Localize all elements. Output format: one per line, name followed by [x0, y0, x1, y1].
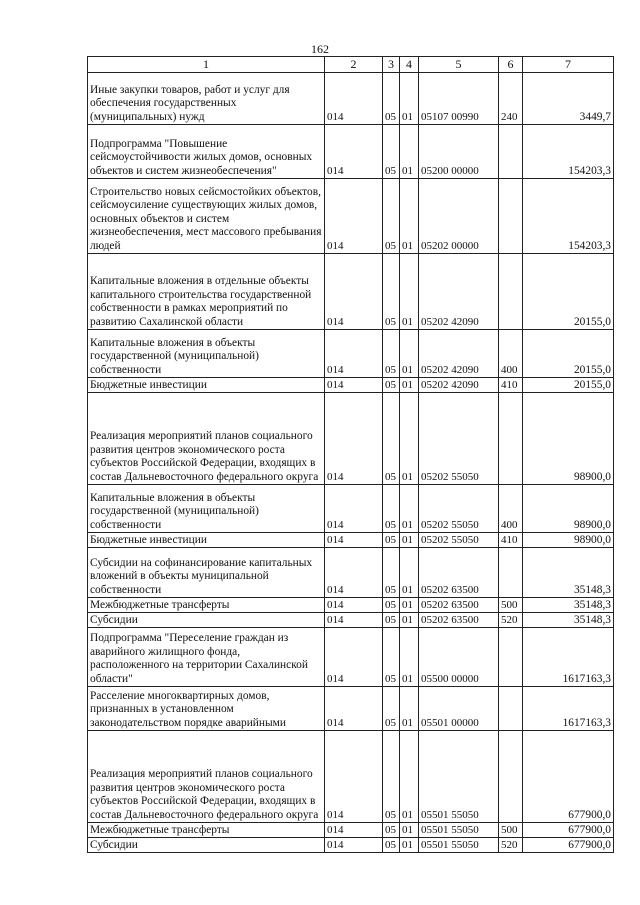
row-amount-cell: 3449,7	[523, 73, 614, 125]
row-name-cell: Субсидии	[88, 613, 325, 628]
row-subsection-cell: 01	[400, 330, 419, 378]
column-header: 4	[400, 57, 419, 73]
row-subsection-cell: 01	[400, 393, 419, 485]
row-expense-type-cell	[499, 254, 523, 330]
row-section-cell: 05	[383, 628, 400, 687]
table-body	[88, 73, 614, 853]
row-amount-cell: 677900,0	[523, 823, 614, 838]
row-expense-type-cell	[499, 687, 523, 731]
table-row	[88, 125, 614, 179]
row-code-cell: 014	[325, 330, 383, 378]
row-target-cell: 05501 00000	[419, 687, 499, 731]
row-expense-type-cell	[499, 731, 523, 823]
row-amount-cell: 1617163,3	[523, 628, 614, 687]
row-section-cell: 05	[383, 731, 400, 823]
row-expense-type-cell	[499, 628, 523, 687]
row-amount-cell: 35148,3	[523, 548, 614, 598]
row-subsection-cell: 01	[400, 687, 419, 731]
row-name-cell: Капитальные вложения в объекты государственной (муниципальной) собственности	[88, 485, 325, 533]
row-code-cell: 014	[325, 254, 383, 330]
row-amount-cell: 1617163,3	[523, 687, 614, 731]
row-subsection-cell: 01	[400, 254, 419, 330]
row-name-cell: Капитальные вложения в отдельные объекты капитального строительства государственной собственности в рамках мероприятий по развитию Сахалинской области	[88, 254, 325, 330]
row-section-cell: 05	[383, 330, 400, 378]
row-name-cell: Подпрограмма "Повышение сейсмоустойчивости жилых домов, основных объектов и систем жизнеобеспечения"	[88, 125, 325, 179]
row-code-cell: 014	[325, 628, 383, 687]
row-section-cell: 05	[383, 613, 400, 628]
table-row	[88, 378, 614, 393]
row-section-cell: 05	[383, 533, 400, 548]
row-target-cell: 05501 55050	[419, 823, 499, 838]
row-amount-cell: 35148,3	[523, 598, 614, 613]
row-code-cell: 014	[325, 823, 383, 838]
row-amount-cell: 20155,0	[523, 378, 614, 393]
column-header: 7	[523, 57, 614, 73]
row-expense-type-cell: 520	[499, 838, 523, 853]
row-target-cell: 05202 63500	[419, 613, 499, 628]
row-subsection-cell: 01	[400, 125, 419, 179]
row-target-cell: 05202 42090	[419, 254, 499, 330]
row-name-cell: Реализация мероприятий планов социального развития центров экономического роста субъектов Российской Федерации, входящих в состав Дальневосточного федерального округа	[88, 731, 325, 823]
row-name-cell: Бюджетные инвестиции	[88, 378, 325, 393]
row-expense-type-cell	[499, 548, 523, 598]
row-amount-cell: 154203,3	[523, 179, 614, 254]
page-number: 162	[311, 42, 329, 56]
row-code-cell: 014	[325, 613, 383, 628]
row-expense-type-cell: 500	[499, 598, 523, 613]
table-row	[88, 254, 614, 330]
row-expense-type-cell	[499, 179, 523, 254]
row-amount-cell: 98900,0	[523, 485, 614, 533]
row-code-cell: 014	[325, 179, 383, 254]
row-code-cell: 014	[325, 838, 383, 853]
row-name-cell: Капитальные вложения в объекты государственной (муниципальной) собственности	[88, 330, 325, 378]
row-name-cell: Подпрограмма "Переселение граждан из аварийного жилищного фонда, расположенного на территории Сахалинской области"	[88, 628, 325, 687]
row-name-cell: Межбюджетные трансферты	[88, 598, 325, 613]
row-code-cell: 014	[325, 731, 383, 823]
row-subsection-cell: 01	[400, 73, 419, 125]
row-expense-type-cell: 520	[499, 613, 523, 628]
row-target-cell: 05107 00990	[419, 73, 499, 125]
table-row	[88, 533, 614, 548]
row-target-cell: 05202 63500	[419, 548, 499, 598]
table-row	[88, 731, 614, 823]
row-subsection-cell: 01	[400, 628, 419, 687]
row-subsection-cell: 01	[400, 533, 419, 548]
row-code-cell: 014	[325, 125, 383, 179]
header-row	[88, 57, 614, 73]
table-row	[88, 393, 614, 485]
row-section-cell: 05	[383, 393, 400, 485]
row-section-cell: 05	[383, 125, 400, 179]
row-subsection-cell: 01	[400, 485, 419, 533]
row-code-cell: 014	[325, 393, 383, 485]
row-name-cell: Субсидии на софинансирование капитальных вложений в объекты муниципальной собственности	[88, 548, 325, 598]
row-section-cell: 05	[383, 548, 400, 598]
table-row	[88, 628, 614, 687]
row-amount-cell: 154203,3	[523, 125, 614, 179]
table-row	[88, 548, 614, 598]
row-target-cell: 05202 55050	[419, 533, 499, 548]
row-section-cell: 05	[383, 73, 400, 125]
row-name-cell: Межбюджетные трансферты	[88, 823, 325, 838]
column-header: 2	[325, 57, 383, 73]
row-section-cell: 05	[383, 598, 400, 613]
row-subsection-cell: 01	[400, 378, 419, 393]
row-section-cell: 05	[383, 378, 400, 393]
row-name-cell: Строительство новых сейсмостойких объектов, сейсмоусиление существующих жилых домов, основных объектов и систем жизнеобеспечения, мест массового пребывания людей	[88, 179, 325, 254]
row-target-cell: 05202 42090	[419, 378, 499, 393]
row-target-cell: 05200 00000	[419, 125, 499, 179]
table-row	[88, 330, 614, 378]
row-amount-cell: 20155,0	[523, 254, 614, 330]
table-row	[88, 485, 614, 533]
row-amount-cell: 677900,0	[523, 838, 614, 853]
table-row	[88, 179, 614, 254]
row-code-cell: 014	[325, 548, 383, 598]
row-target-cell: 05202 55050	[419, 485, 499, 533]
row-expense-type-cell: 500	[499, 823, 523, 838]
column-header: 1	[88, 57, 325, 73]
row-amount-cell: 98900,0	[523, 533, 614, 548]
row-subsection-cell: 01	[400, 823, 419, 838]
row-name-cell: Иные закупки товаров, работ и услуг для обеспечения государственных (муниципальных) нужд	[88, 73, 325, 125]
row-subsection-cell: 01	[400, 613, 419, 628]
row-expense-type-cell	[499, 393, 523, 485]
table-row	[88, 598, 614, 613]
row-target-cell: 05202 63500	[419, 598, 499, 613]
row-subsection-cell: 01	[400, 548, 419, 598]
row-amount-cell: 677900,0	[523, 731, 614, 823]
row-code-cell: 014	[325, 73, 383, 125]
table-row	[88, 838, 614, 853]
table-row	[88, 687, 614, 731]
row-name-cell: Бюджетные инвестиции	[88, 533, 325, 548]
row-target-cell: 05202 42090	[419, 330, 499, 378]
row-subsection-cell: 01	[400, 731, 419, 823]
row-target-cell: 05501 55050	[419, 838, 499, 853]
row-target-cell: 05500 00000	[419, 628, 499, 687]
row-code-cell: 014	[325, 485, 383, 533]
row-code-cell: 014	[325, 378, 383, 393]
row-section-cell: 05	[383, 823, 400, 838]
row-name-cell: Субсидии	[88, 838, 325, 853]
column-header: 3	[383, 57, 400, 73]
row-expense-type-cell: 400	[499, 485, 523, 533]
row-name-cell: Расселение многоквартирных домов, признанных в установленном законодательством порядке аварийными	[88, 687, 325, 731]
row-expense-type-cell: 240	[499, 73, 523, 125]
table-row	[88, 613, 614, 628]
row-target-cell: 05202 55050	[419, 393, 499, 485]
row-section-cell: 05	[383, 687, 400, 731]
column-header: 5	[419, 57, 499, 73]
row-amount-cell: 20155,0	[523, 330, 614, 378]
row-code-cell: 014	[325, 533, 383, 548]
row-section-cell: 05	[383, 838, 400, 853]
row-subsection-cell: 01	[400, 179, 419, 254]
column-header: 6	[499, 57, 523, 73]
row-expense-type-cell: 410	[499, 533, 523, 548]
row-section-cell: 05	[383, 179, 400, 254]
row-code-cell: 014	[325, 598, 383, 613]
row-target-cell: 05501 55050	[419, 731, 499, 823]
row-amount-cell: 35148,3	[523, 613, 614, 628]
row-subsection-cell: 01	[400, 598, 419, 613]
table-row	[88, 73, 614, 125]
row-section-cell: 05	[383, 485, 400, 533]
row-subsection-cell: 01	[400, 838, 419, 853]
row-name-cell: Реализация мероприятий планов социального развития центров экономического роста субъектов Российской Федерации, входящих в состав Дальневосточного федерального округа	[88, 393, 325, 485]
budget-table	[87, 56, 614, 853]
row-target-cell: 05202 00000	[419, 179, 499, 254]
row-expense-type-cell	[499, 125, 523, 179]
row-section-cell: 05	[383, 254, 400, 330]
table-row	[88, 823, 614, 838]
row-expense-type-cell: 410	[499, 378, 523, 393]
row-amount-cell: 98900,0	[523, 393, 614, 485]
row-expense-type-cell: 400	[499, 330, 523, 378]
row-code-cell: 014	[325, 687, 383, 731]
